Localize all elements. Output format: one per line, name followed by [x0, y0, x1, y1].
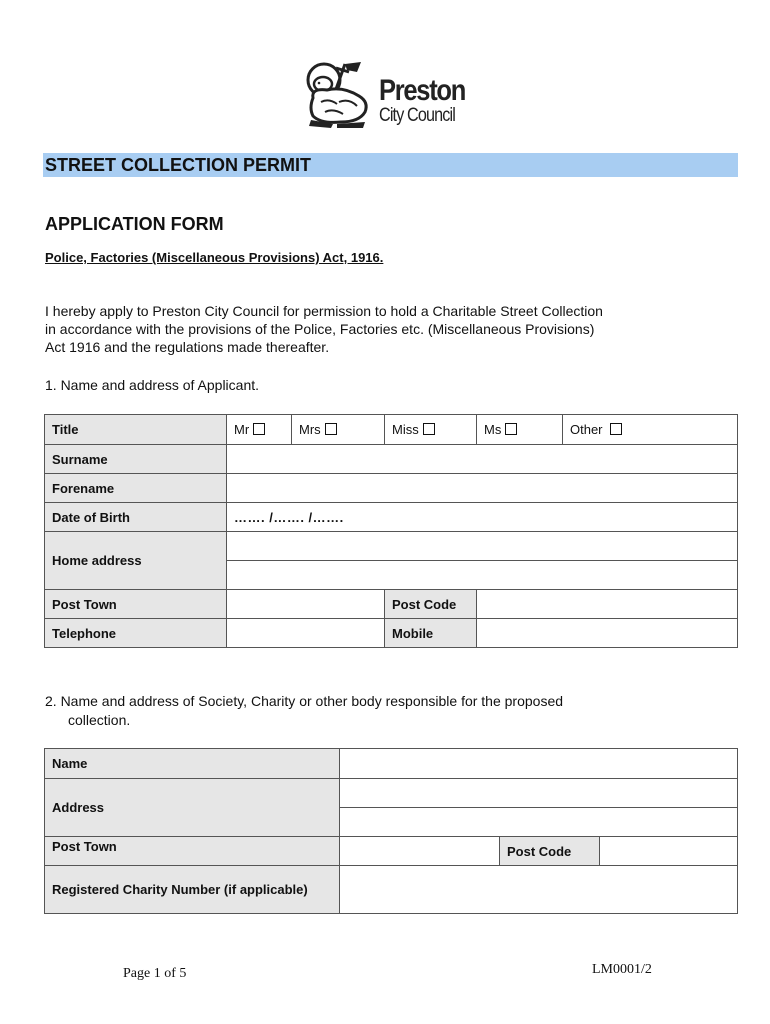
- intro-line-3: Act 1916 and the regulations made thereafter.: [45, 339, 330, 355]
- permit-title: STREET COLLECTION PERMIT: [45, 155, 312, 175]
- dob-row: [45, 503, 738, 532]
- section-1-heading: 1. Name and address of Applicant.: [45, 377, 260, 393]
- ms-checkbox[interactable]: [505, 423, 517, 435]
- intro-line-1: I hereby apply to Preston City Council for permission to hold a Charitable Street Collection: [45, 303, 603, 319]
- page-number: Page 1 of 5: [123, 966, 187, 981]
- dob-placeholder: ……. /……. /…….: [234, 509, 344, 525]
- miss-checkbox[interactable]: [423, 423, 435, 435]
- miss-label: Miss: [392, 422, 419, 437]
- title-row: [45, 415, 738, 445]
- dob-label: Date of Birth: [45, 503, 227, 532]
- section-2-heading-line-1: 2. Name and address of Society, Charity or other body responsible for the proposed: [45, 693, 564, 709]
- charity-number-row: [45, 866, 738, 914]
- dob-field[interactable]: [227, 503, 738, 532]
- title-option-miss[interactable]: [385, 415, 477, 445]
- society-post-town-row: [45, 837, 738, 866]
- title-option-other[interactable]: [563, 415, 738, 445]
- section-2-heading-line-2: collection.: [68, 712, 131, 728]
- society-address-line-1[interactable]: [340, 779, 738, 808]
- preston-city-council-logo: [303, 58, 469, 130]
- home-address-line-1[interactable]: [227, 532, 738, 561]
- society-address-row-1: [45, 779, 738, 808]
- society-name-row: [45, 749, 738, 779]
- title-label: Title: [45, 415, 227, 445]
- telephone-field[interactable]: [227, 619, 385, 648]
- society-post-town-label: Post Town: [45, 837, 340, 866]
- applicant-table: [44, 414, 738, 648]
- forename-label: Forename: [45, 474, 227, 503]
- society-post-code-label: Post Code: [500, 837, 600, 866]
- ms-label: Ms: [484, 422, 502, 437]
- forename-row: [45, 474, 738, 503]
- title-option-mr[interactable]: [227, 415, 292, 445]
- surname-row: [45, 445, 738, 474]
- charity-number-field[interactable]: [340, 866, 738, 914]
- other-label: Other: [570, 422, 603, 437]
- telephone-row: [45, 619, 738, 648]
- application-form-heading: APPLICATION FORM: [45, 214, 224, 234]
- charity-number-label: Registered Charity Number (if applicable): [45, 866, 340, 914]
- society-post-town-field[interactable]: [340, 837, 500, 866]
- home-address-line-2[interactable]: [227, 561, 738, 590]
- other-checkbox[interactable]: [610, 423, 622, 435]
- surname-label: Surname: [45, 445, 227, 474]
- mr-checkbox[interactable]: [253, 423, 265, 435]
- section-2-heading: [45, 692, 563, 730]
- intro-line-2: in accordance with the provisions of the Police, Factories etc. (Miscellaneous Provisions): [45, 321, 595, 337]
- act-reference: Police, Factories (Miscellaneous Provisions) Act, 1916.: [45, 250, 384, 265]
- mr-label: Mr: [234, 422, 250, 437]
- post-town-row: [45, 590, 738, 619]
- post-town-field[interactable]: [227, 590, 385, 619]
- post-town-label: Post Town: [45, 590, 227, 619]
- form-code: LM0001/2: [592, 962, 652, 977]
- surname-field[interactable]: [227, 445, 738, 474]
- society-name-field[interactable]: [340, 749, 738, 779]
- title-option-mrs[interactable]: [292, 415, 385, 445]
- forename-field[interactable]: [227, 474, 738, 503]
- society-name-label: Name: [45, 749, 340, 779]
- mrs-label: Mrs: [299, 422, 321, 437]
- home-address-label: Home address: [45, 532, 227, 590]
- title-option-ms[interactable]: [477, 415, 563, 445]
- society-post-code-field[interactable]: [600, 837, 738, 866]
- mobile-label: Mobile: [385, 619, 477, 648]
- logo-wordmark: Preston: [379, 74, 466, 107]
- post-code-label: Post Code: [385, 590, 477, 619]
- permit-title-bar: [43, 153, 738, 177]
- intro-paragraph: [45, 302, 675, 356]
- lamb-icon: [303, 58, 377, 130]
- mobile-field[interactable]: [477, 619, 738, 648]
- home-address-row-1: [45, 532, 738, 561]
- society-table: [44, 748, 738, 914]
- society-address-line-2[interactable]: [340, 808, 738, 837]
- post-code-field[interactable]: [477, 590, 738, 619]
- mrs-checkbox[interactable]: [325, 423, 337, 435]
- telephone-label: Telephone: [45, 619, 227, 648]
- society-address-label: Address: [45, 779, 340, 837]
- logo-subname: City Council: [379, 105, 455, 126]
